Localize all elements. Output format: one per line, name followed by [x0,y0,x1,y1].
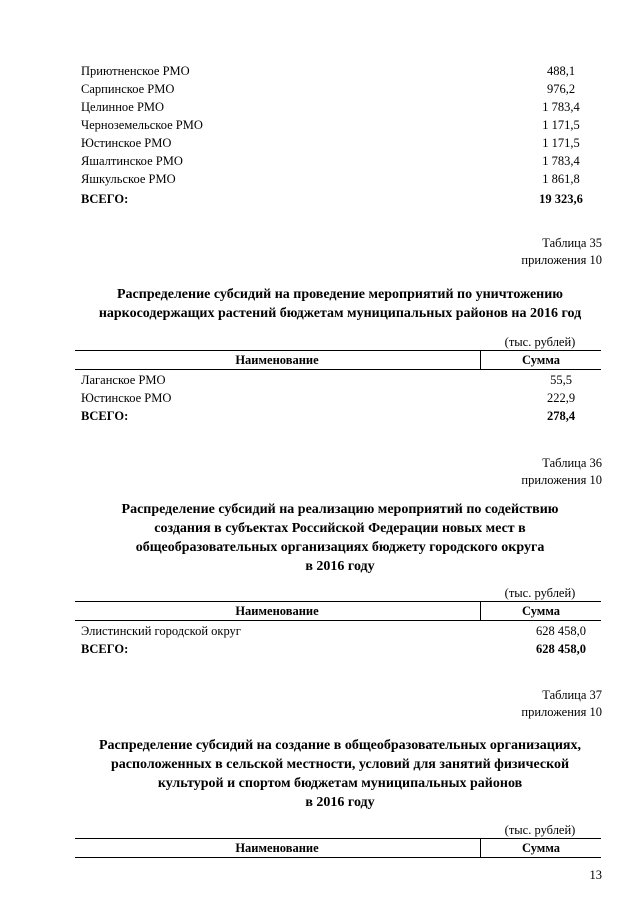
table-row [81,389,601,407]
row-value: 55,5 [550,373,572,387]
table-header [75,350,601,370]
table-36-title [60,500,620,576]
table-row [81,116,601,134]
row-value: 628 458,0 [536,624,586,638]
units-label: (тыс. рублей) [504,586,576,600]
header-sum: Сумма [480,839,601,857]
header-sum: Сумма [480,602,601,620]
row-name: Юстинское РМО [81,391,172,405]
table-36-label [402,455,602,489]
row-name: Элистинский городской округ [81,624,241,638]
total-label: ВСЕГО: [81,192,129,206]
total-value: 19 323,6 [539,192,583,206]
header-name: Наименование [235,841,319,855]
row-name: Целинное РМО [81,100,165,114]
table-row [81,152,601,170]
table-number: Таблица 37 [542,688,602,702]
table-header [75,838,601,858]
title-line: Распределение субсидий на создание в общеобразовательных организациях, [98,738,581,753]
table-35-label [402,235,602,269]
total-row [81,190,601,208]
row-name: Приютненское РМО [81,64,190,78]
total-row [81,407,601,425]
table-row [81,170,601,188]
row-value: 1 783,4 [542,154,580,168]
total-label: ВСЕГО: [81,409,129,423]
title-line: общеобразовательных организациях бюджету городского округа [135,540,545,555]
table-row [81,80,601,98]
row-value: 976,2 [546,82,576,96]
table-number: Таблица 35 [542,236,602,250]
page-number: 13 [589,868,602,882]
row-name: Яшалтинское РМО [81,154,183,168]
title-line: наркосодержащих растений бюджетам муниципальных районов на 2016 год [98,306,582,321]
total-label: ВСЕГО: [81,642,129,656]
header-name: Наименование [235,353,319,367]
row-name: Юстинское РМО [81,136,172,150]
table-37-title [60,736,620,812]
units-label: (тыс. рублей) [504,335,576,349]
table-header [75,601,601,621]
table-35-title [60,285,620,323]
table-row [81,622,601,640]
title-line: создания в субъектах Российской Федерации новых мест в [154,521,526,536]
appendix-ref: приложения 10 [521,253,602,267]
table-number: Таблица 36 [542,456,602,470]
title-line: культурой и спортом бюджетам муниципальных районов [157,776,523,791]
row-value: 1 171,5 [542,118,580,132]
total-value: 278,4 [546,409,576,423]
units-label: (тыс. рублей) [504,823,576,837]
table-37-label [402,687,602,721]
title-line: Распределение субсидий на проведение мероприятий по уничтожению [117,287,563,302]
row-name: Сарпинское РМО [81,82,175,96]
title-line: в 2016 году [305,795,375,810]
title-line: в 2016 году [305,559,375,574]
header-sum: Сумма [480,351,601,369]
title-line: Распределение субсидий на реализацию мероприятий по содействию [121,502,559,517]
title-line: расположенных в сельской местности, условий для занятий физической [110,757,570,772]
table-row [81,98,601,116]
table-row [81,62,601,80]
row-value: 222,9 [546,391,576,405]
appendix-ref: приложения 10 [521,473,602,487]
row-value: 1 171,5 [542,136,580,150]
appendix-ref: приложения 10 [521,705,602,719]
row-name: Яшкульское РМО [81,172,176,186]
table-row [81,371,601,389]
row-value: 488,1 [546,64,576,78]
row-name: Лаганское РМО [81,373,166,387]
table-row [81,134,601,152]
header-name: Наименование [235,604,319,618]
total-row [81,640,601,658]
row-value: 1 783,4 [542,100,580,114]
row-name: Черноземельское РМО [81,118,203,132]
row-value: 1 861,8 [542,172,580,186]
total-value: 628 458,0 [536,642,586,656]
